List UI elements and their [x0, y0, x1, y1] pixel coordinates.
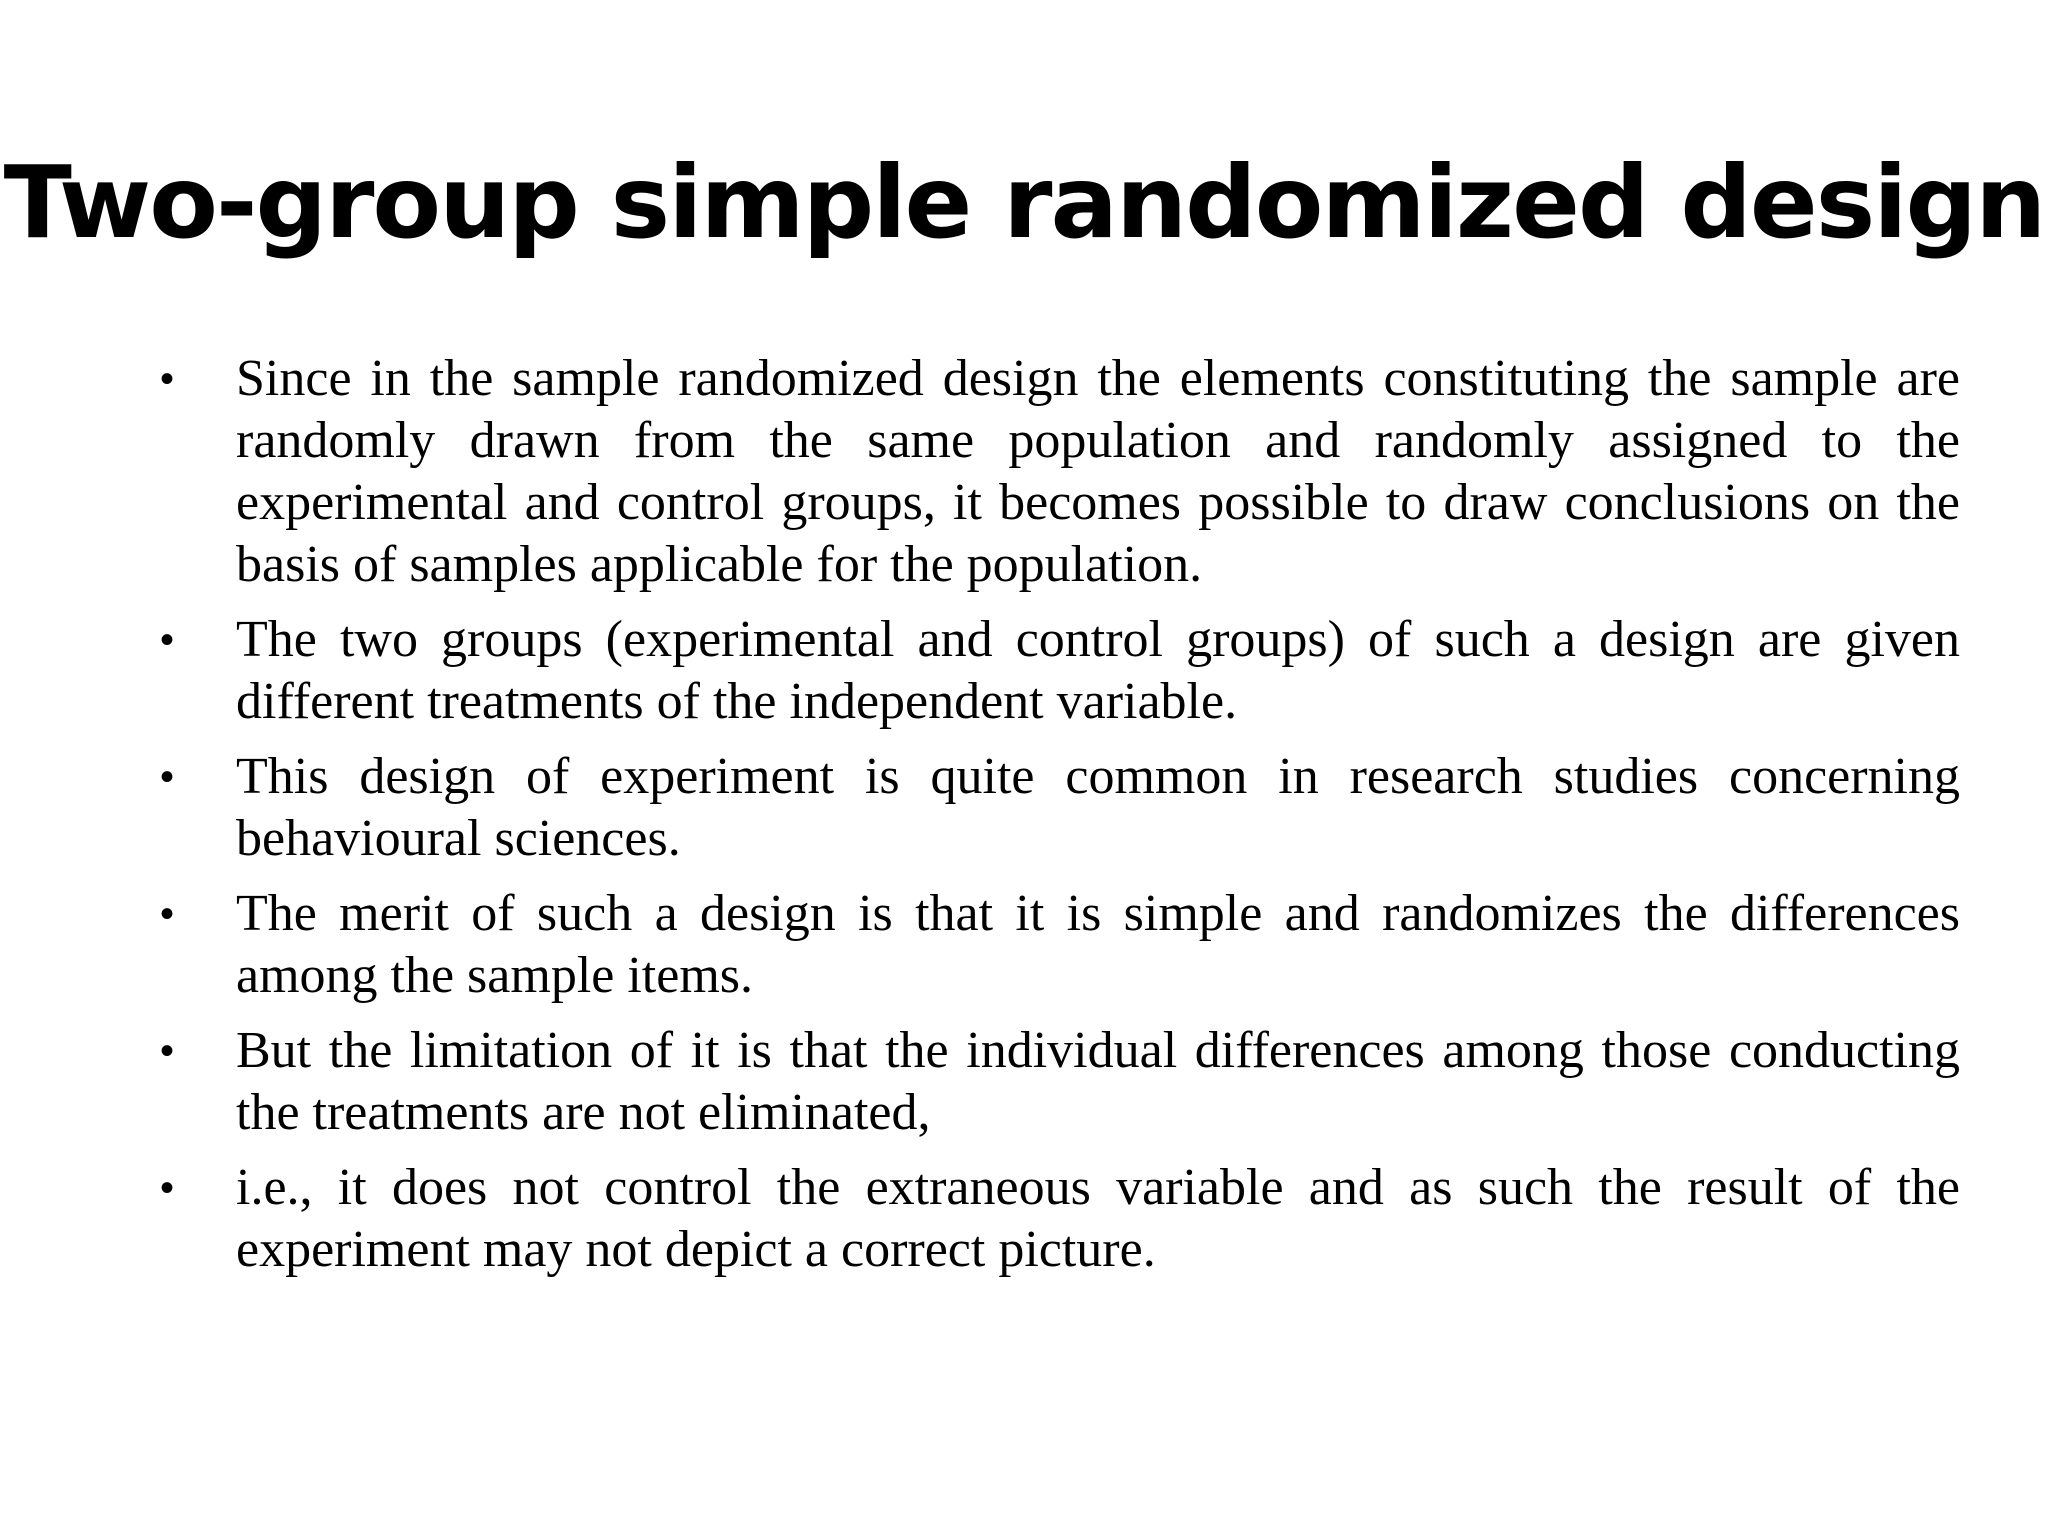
slide-title: Two-group simple randomized design: [3, 144, 2045, 261]
bullet-icon: •: [160, 357, 175, 401]
bullet-icon: •: [160, 892, 175, 936]
bullet-text: This design of experiment is quite common in research studies concerning behavioural sciences.: [236, 748, 1960, 867]
bullet-text: The merit of such a design is that it is simple and randomizes the differences among the sample items.: [236, 885, 1960, 1004]
bullet-icon: •: [160, 1166, 175, 1210]
bullet-item: [150, 1020, 1960, 1144]
bullet-text: But the limitation of it is that the individual differences among those conducting the treatments are not eliminated,: [236, 1022, 1960, 1141]
bullet-text: Since in the sample randomized design the elements constituting the sample are randomly drawn from the same population and randomly assigned to the experimental and control groups, it becomes possible to draw conclusions on the basis of samples applicable for the population.: [236, 350, 1960, 593]
bullet-item: [150, 1157, 1960, 1281]
bullet-text: The two groups (experimental and control groups) of such a design are given different treatments of the independent variable.: [236, 611, 1960, 730]
bullet-text: i.e., it does not control the extraneous variable and as such the result of the experiment may not depict a correct picture.: [236, 1159, 1960, 1278]
bullet-item: [150, 746, 1960, 870]
bullet-list: [150, 348, 1960, 1294]
bullet-icon: •: [160, 755, 175, 799]
bullet-item: [150, 883, 1960, 1007]
bullet-icon: •: [160, 618, 175, 662]
bullet-item: [150, 348, 1960, 596]
bullet-item: [150, 609, 1960, 733]
bullet-icon: •: [160, 1029, 175, 1073]
